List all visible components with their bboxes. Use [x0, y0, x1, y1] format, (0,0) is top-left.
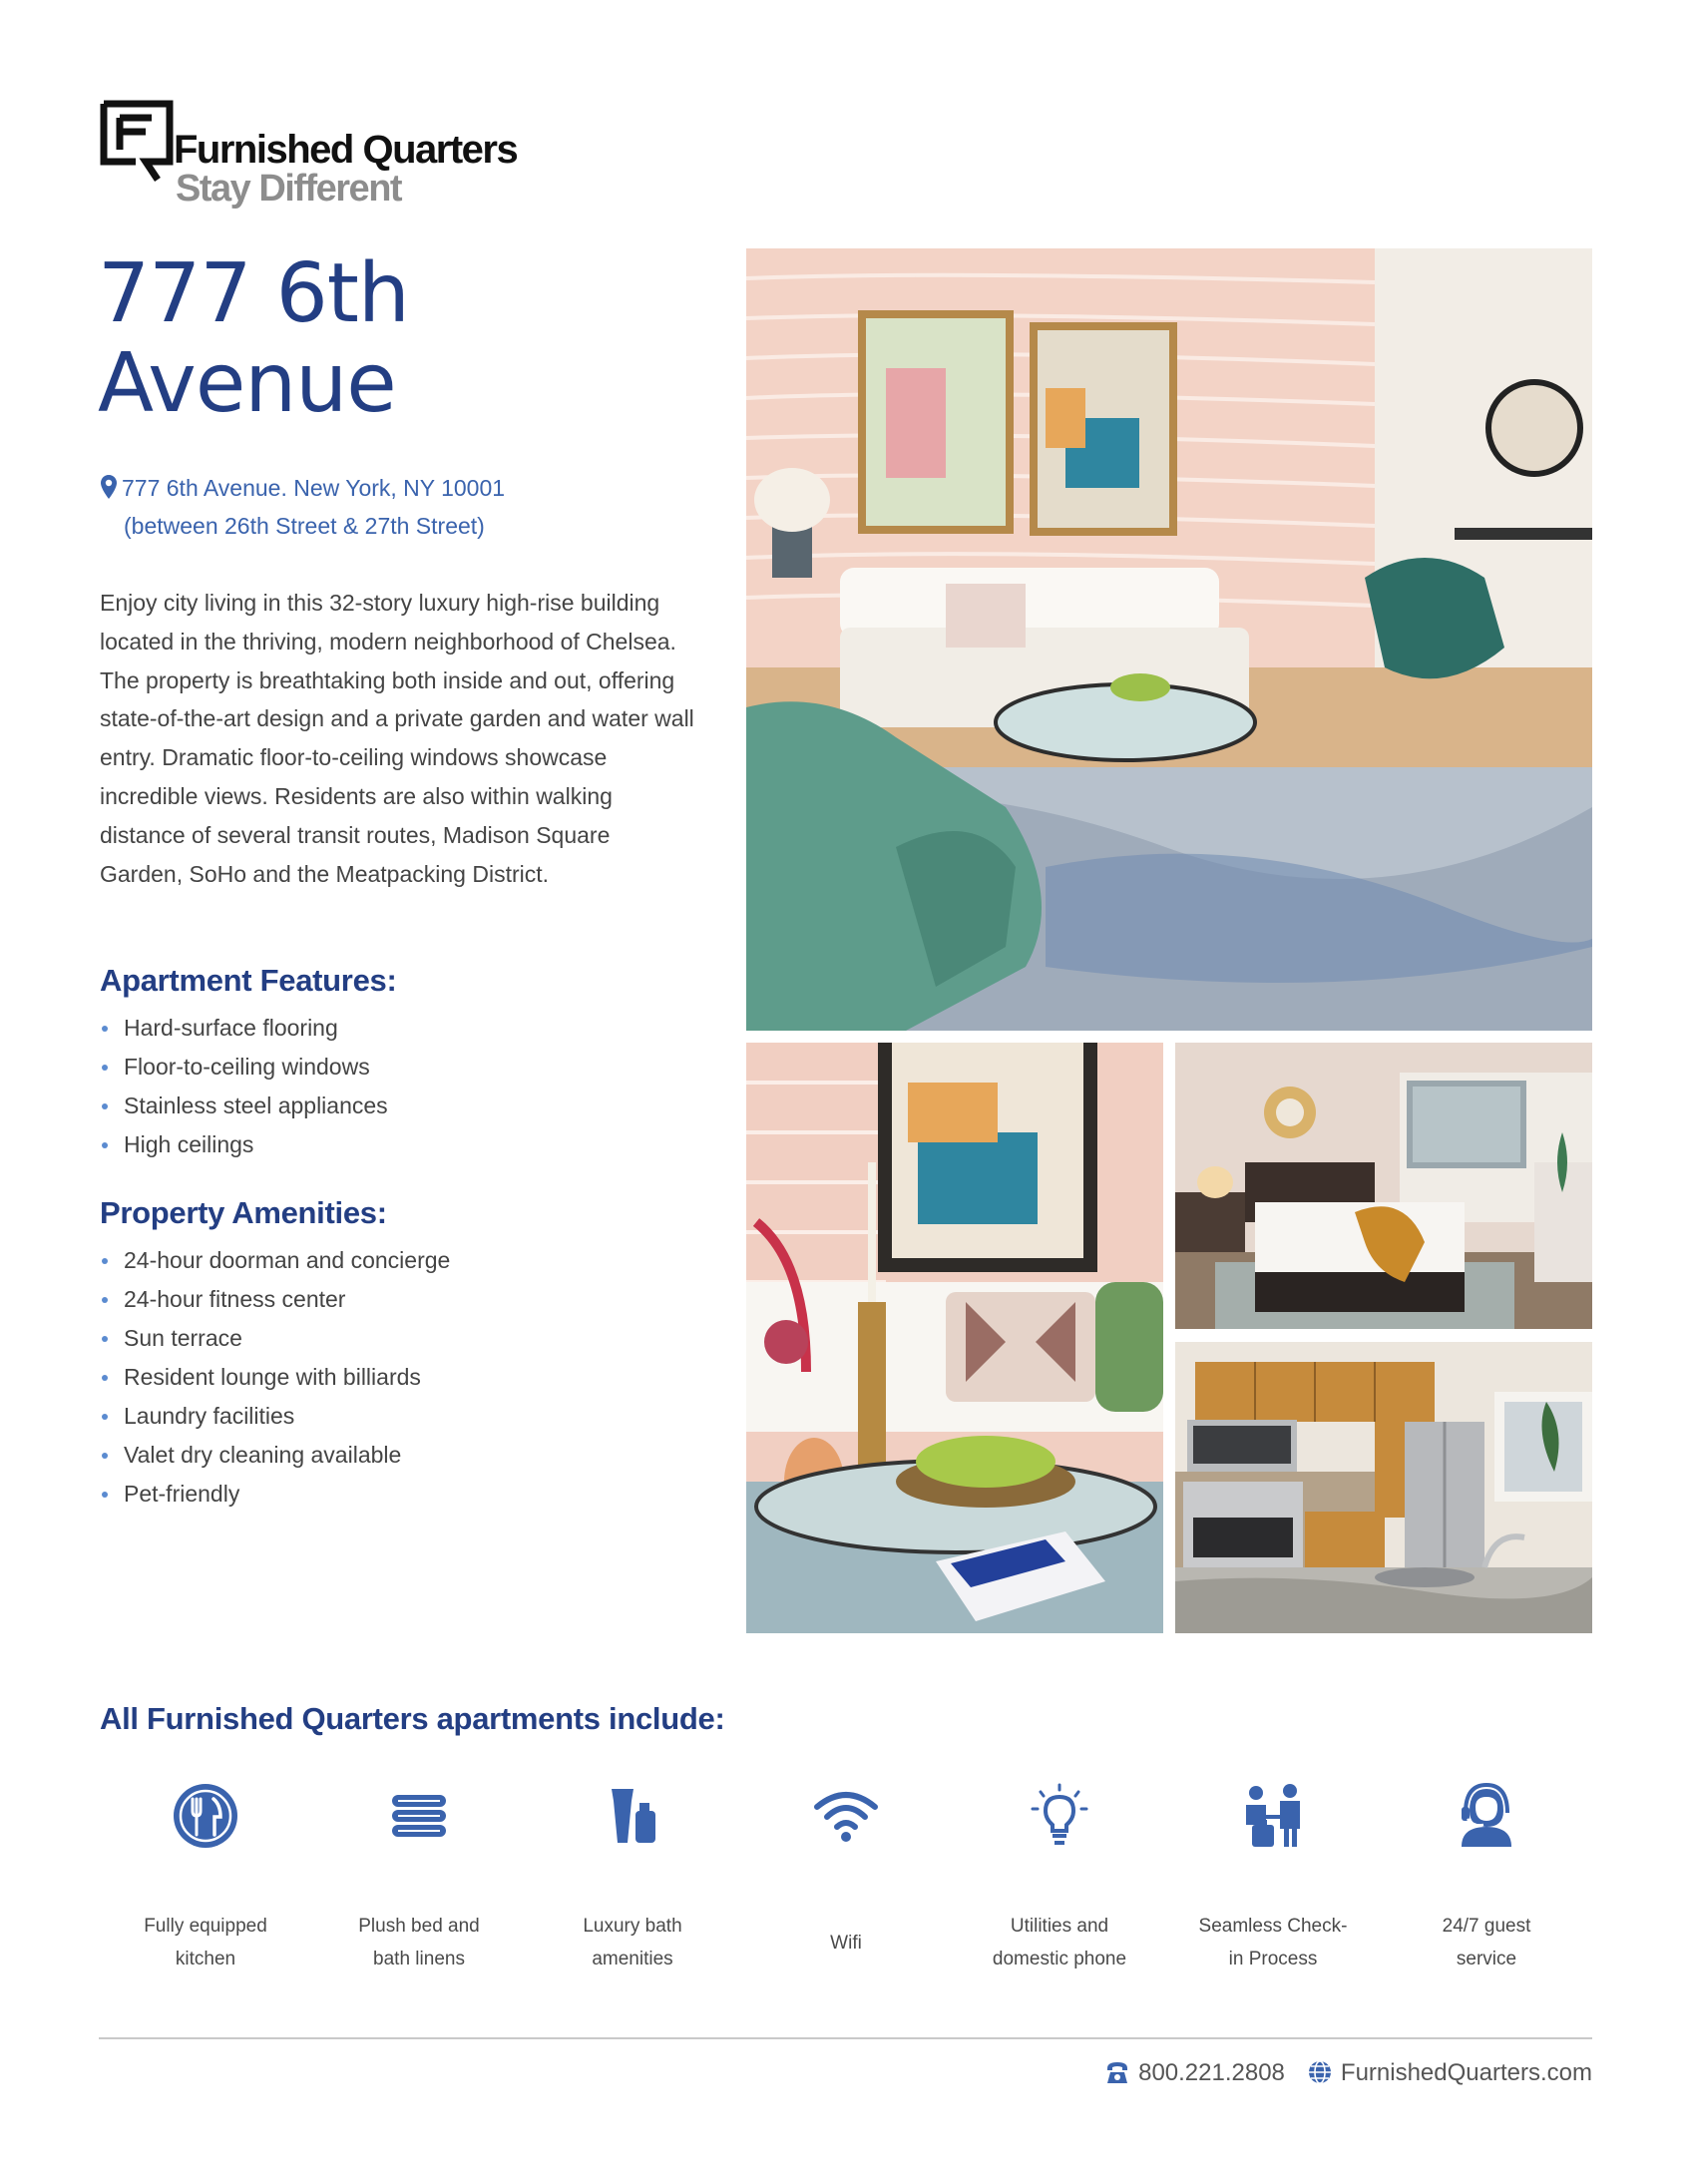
headset-agent-icon [1452, 1781, 1521, 1851]
address-line-2: (between 26th Street & 27th Street) [124, 513, 485, 539]
footer-divider [99, 2037, 1592, 2039]
kitchen-photo [1175, 1342, 1592, 1633]
wifi-icon [811, 1781, 881, 1851]
property-title-line2: Avenue [98, 336, 396, 431]
includes-heading: All Furnished Quarters apartments include: [100, 1701, 725, 1736]
list-item: Hard-surface flooring [100, 1009, 388, 1048]
contact-info [1104, 2059, 1592, 2087]
amenity-label: Utilities and domestic phone [992, 1916, 1127, 1969]
address-line-1: 777 6th Avenue. New York, NY 10001 [122, 475, 506, 501]
property-title [98, 246, 409, 431]
features-list [100, 1009, 388, 1164]
amenity-bath [533, 1781, 732, 1982]
list-item: Pet-friendly [100, 1475, 450, 1514]
amenity-wifi [746, 1781, 946, 1982]
amenity-label: Seamless Check-in Process [1198, 1916, 1348, 1969]
linens-icon [384, 1781, 454, 1851]
list-item: Sun terrace [100, 1319, 450, 1358]
kitchen-icon [171, 1781, 240, 1851]
amenity-label: Plush bed and bath linens [358, 1916, 480, 1969]
amenity-check-in [1173, 1781, 1373, 1982]
property-title-line1: 777 6th [98, 246, 409, 341]
list-item: Floor-to-ceiling windows [100, 1048, 388, 1087]
amenity-utilities [960, 1781, 1159, 1982]
features-heading: Apartment Features: [100, 963, 397, 998]
living-room-photo [746, 248, 1592, 1031]
brand-tagline: Stay Different [176, 168, 402, 210]
lightbulb-icon [1025, 1781, 1094, 1851]
brand-logo [100, 100, 658, 219]
bedroom-photo [1175, 1043, 1592, 1329]
list-item: 24-hour fitness center [100, 1280, 450, 1319]
amenities-heading: Property Amenities: [100, 1195, 387, 1230]
list-item: 24-hour doorman and concierge [100, 1241, 450, 1280]
property-address [100, 469, 505, 545]
amenity-label: Luxury bath amenities [583, 1916, 682, 1969]
list-item: High ceilings [100, 1125, 388, 1164]
list-item: Valet dry cleaning available [100, 1436, 450, 1475]
living-room-detail-photo [746, 1043, 1163, 1633]
map-pin-icon [100, 474, 118, 500]
amenity-kitchen [106, 1781, 305, 1982]
amenity-linens [319, 1781, 519, 1982]
brand-name: Furnished Quarters [174, 128, 518, 172]
list-item: Laundry facilities [100, 1397, 450, 1436]
list-item: Resident lounge with billiards [100, 1358, 450, 1397]
logo-mark-icon [100, 100, 174, 188]
amenity-label: Fully equipped kitchen [144, 1916, 267, 1969]
amenities-list [100, 1241, 450, 1514]
check-in-icon [1238, 1781, 1308, 1851]
contact-phone[interactable]: 800.221.2808 [1138, 2059, 1285, 2086]
contact-website-link[interactable]: FurnishedQuarters.com [1340, 2059, 1592, 2086]
property-description: Enjoy city living in this 32-story luxury high-rise building located in the thriving, modern neighborhood of Chelsea. The property is breathtaking both inside and out, offering state-of-the-art design and a private garden and water wall entry. Dramatic floor-to-ceiling windows showcase incredible views. Residents are also within walking distance of several transit routes, Madison Square Garden, SoHo and the Meatpacking District. [100, 590, 694, 887]
phone-icon [1104, 2059, 1130, 2085]
amenity-label: 24/7 guest service [1442, 1916, 1531, 1969]
amenity-label: Wifi [830, 1932, 862, 1954]
globe-icon [1307, 2059, 1333, 2085]
amenity-guest-service [1387, 1781, 1586, 1982]
list-item: Stainless steel appliances [100, 1087, 388, 1125]
bath-amenities-icon [598, 1781, 667, 1851]
